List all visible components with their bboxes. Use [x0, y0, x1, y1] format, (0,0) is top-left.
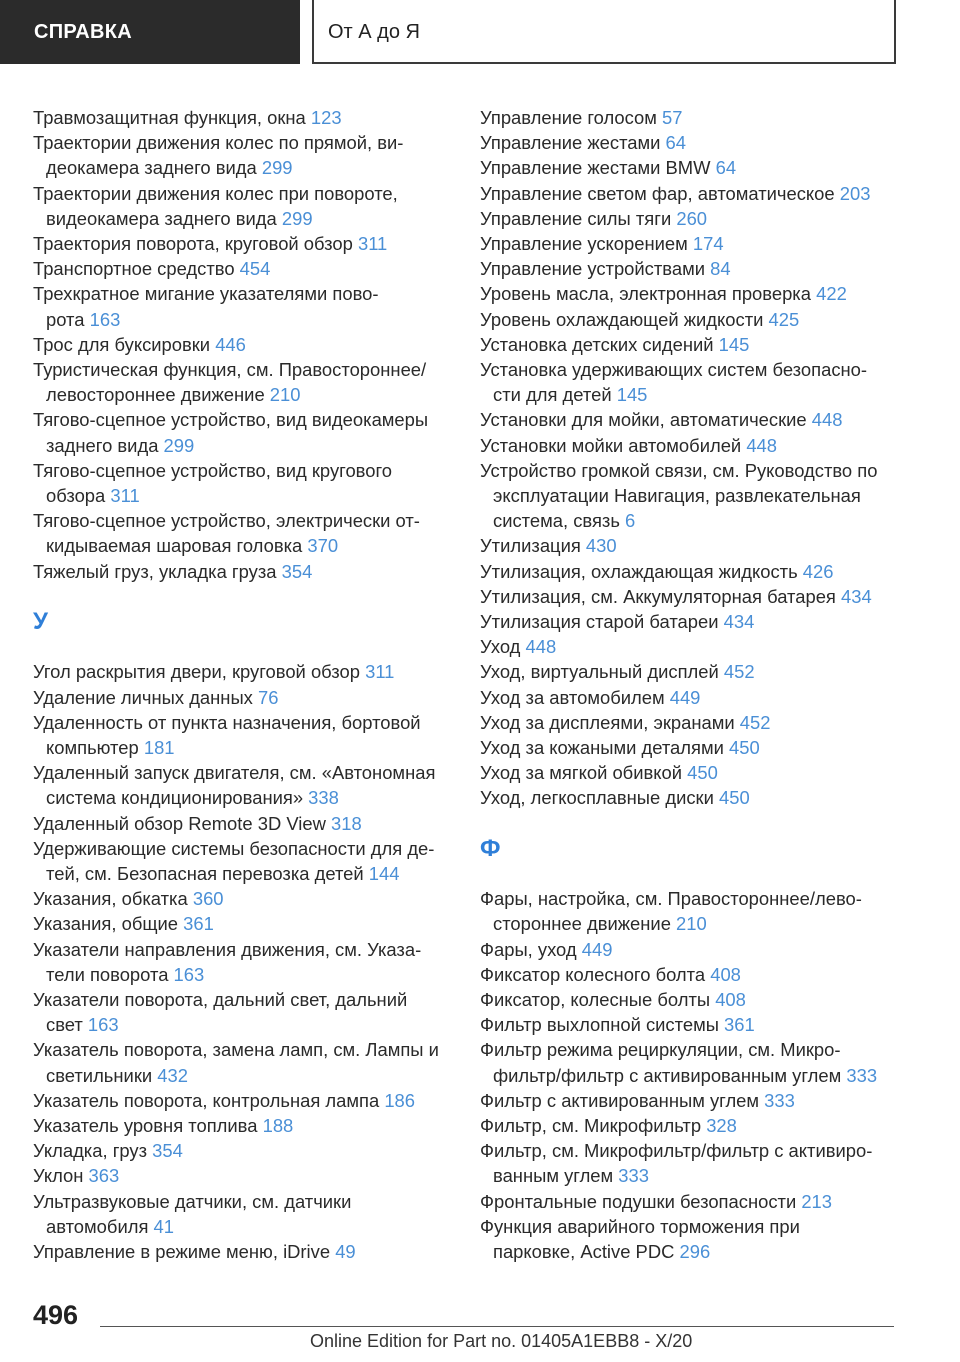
- page-link[interactable]: 174: [692, 233, 724, 255]
- page-link[interactable]: 360: [192, 888, 224, 910]
- index-entry-text: Траектория поворота, круговой обзор: [33, 233, 358, 255]
- page-link[interactable]: 210: [269, 384, 301, 406]
- index-entry-text: Трехкратное мигание указателями пово-: [33, 283, 379, 305]
- page-link[interactable]: 76: [258, 686, 279, 708]
- index-entry: [480, 584, 930, 609]
- index-entry: [480, 710, 930, 735]
- index-entry-text: Удаленный обзор Remote 3D View: [33, 812, 331, 834]
- index-entry-text: стороннее движение: [493, 913, 677, 935]
- index-entry-text: Установка удерживающих систем безопасно-: [480, 359, 868, 381]
- footer-edition: Online Edition for Part no. 01405A1EBB8 - X/20: [310, 1331, 693, 1351]
- index-entry-text: Фильтр, см. Микрофильтр: [480, 1115, 707, 1137]
- index-entry: [480, 962, 930, 987]
- page-link[interactable]: 318: [331, 812, 362, 834]
- index-entry: [33, 181, 478, 231]
- index-entry: [480, 937, 930, 962]
- page-link[interactable]: 299: [261, 157, 293, 179]
- index-entry-text: Фильтр с активированным углем: [480, 1089, 765, 1111]
- index-entry-text: компьютер: [46, 737, 144, 759]
- index-entry-text: Указания, общие: [33, 913, 184, 935]
- page-link[interactable]: 422: [816, 283, 847, 305]
- page-link[interactable]: 49: [335, 1241, 356, 1263]
- index-entry: [33, 105, 478, 130]
- index-entry-text: Фильтр, см. Микрофильтр/фильтр с активиро-: [480, 1140, 873, 1162]
- page-link[interactable]: 64: [665, 132, 687, 154]
- index-entry-text: система, связь: [493, 510, 626, 532]
- footer-divider: [100, 1326, 894, 1327]
- page-link[interactable]: 299: [281, 207, 313, 229]
- index-entry-text: Указатель поворота, контрольная лампа: [33, 1089, 385, 1111]
- index-entry-text: Тягово-сцепное устройство, вид видеокамеры: [33, 409, 429, 431]
- index-entry-text: Уход за автомобилем: [480, 686, 670, 708]
- index-entry-text: обзора: [46, 485, 111, 507]
- page-link[interactable]: 363: [88, 1165, 120, 1187]
- index-entry: [33, 1037, 478, 1087]
- index-entry-text: Транспортное средство: [33, 258, 240, 280]
- index-entry-text: Фронтальные подушки безопасности: [480, 1190, 802, 1212]
- index-entry-text: рота: [46, 308, 90, 330]
- index-entry-text: Фары, уход: [480, 938, 582, 960]
- index-entry: [33, 357, 478, 407]
- index-entry: [33, 256, 478, 281]
- index-entry: [33, 685, 478, 710]
- index-entry-text: Траектории движения колес по прямой, ви-: [33, 132, 404, 154]
- index-entry: [480, 1214, 930, 1264]
- page-link[interactable]: 354: [152, 1140, 183, 1162]
- index-entry: [33, 231, 478, 256]
- page-link[interactable]: 163: [89, 308, 121, 330]
- index-entry-text: Уход, виртуальный дисплей: [480, 661, 724, 683]
- index-entry-text: Травмозащитная функция, окна: [33, 107, 311, 128]
- index-entry-text: Тяжелый груз, укладка груза: [33, 560, 282, 582]
- index-entry: [480, 231, 930, 256]
- index-entry-text: тей, см. Безопасная перевозка детей: [46, 863, 369, 885]
- index-entry: [33, 760, 478, 810]
- index-entry: [33, 1163, 478, 1188]
- index-entry-text: Удаление личных данных: [33, 686, 258, 708]
- index-entry-text: Уход за мягкой обивкой: [480, 762, 688, 784]
- index-entry: [480, 1012, 930, 1037]
- page-link[interactable]: 84: [710, 258, 731, 280]
- index-entry: [33, 559, 478, 584]
- index-entry: [480, 533, 930, 558]
- index-entry: [480, 1037, 930, 1087]
- index-entry-text: система кондиционирования»: [46, 787, 309, 809]
- index-entry-text: Фары, настройка, см. Правостороннее/лево-: [480, 888, 862, 910]
- page-link[interactable]: 145: [616, 384, 648, 406]
- index-entry-text: тели поворота: [46, 963, 174, 985]
- index-entry-text: Управление силы тяги: [480, 207, 677, 229]
- page-link[interactable]: 333: [846, 1064, 878, 1086]
- page-link[interactable]: 186: [384, 1089, 415, 1111]
- index-entry-text: свет: [46, 1014, 88, 1036]
- page-header: [0, 0, 960, 64]
- page-link[interactable]: 57: [662, 107, 683, 128]
- index-entry-text: Уход, легкосплавные диски: [480, 787, 719, 809]
- page-link[interactable]: 454: [239, 258, 271, 280]
- page-link[interactable]: 354: [281, 560, 313, 582]
- page-link[interactable]: 434: [841, 585, 872, 607]
- index-entry: [33, 407, 478, 457]
- index-entry-text: Тягово-сцепное устройство, электрически от-: [33, 510, 420, 532]
- page-link[interactable]: 432: [157, 1064, 188, 1086]
- page-link[interactable]: 450: [729, 737, 760, 759]
- index-entry-text: Удаленный запуск двигателя, см. «Автономная: [33, 762, 436, 784]
- index-entry-text: деокамера заднего вида: [46, 157, 262, 179]
- page-link[interactable]: 448: [525, 636, 557, 658]
- index-entry: [480, 206, 930, 231]
- index-entry: [33, 1138, 478, 1163]
- index-entry: [33, 987, 478, 1037]
- index-entry: [480, 1138, 930, 1188]
- index-entry: [480, 407, 930, 432]
- index-entry: [33, 508, 478, 558]
- index-entry-text: Установки мойки автомобилей: [480, 434, 747, 456]
- index-entry-text: Трос для буксировки: [33, 333, 216, 355]
- page-link[interactable]: 449: [581, 938, 613, 960]
- page-link[interactable]: 123: [310, 107, 342, 128]
- page-link[interactable]: 6: [625, 510, 636, 532]
- index-entry-text: Фиксатор колесного болта: [480, 963, 711, 985]
- index-entry-text: Фиксатор, колесные болты: [480, 989, 716, 1011]
- index-entry-text: Указания, обкатка: [33, 888, 193, 910]
- index-entry-text: видеокамера заднего вида: [46, 207, 282, 229]
- page-link[interactable]: 426: [802, 560, 834, 582]
- index-entry: [480, 256, 930, 281]
- page-link[interactable]: 311: [110, 485, 140, 507]
- index-entry-text: Управление ускорением: [480, 233, 693, 255]
- page-link[interactable]: 449: [669, 686, 701, 708]
- page-link[interactable]: 203: [839, 182, 871, 204]
- index-entry: [480, 1088, 930, 1113]
- index-entry-text: Фильтр режима рециркуляции, см. Микро-: [480, 1039, 841, 1061]
- index-entry-text: Уход: [480, 636, 526, 658]
- index-entry: [33, 1189, 478, 1239]
- index-entry-text: Угол раскрытия двери, круговой обзор: [33, 661, 366, 683]
- index-entry-text: Уход за дисплеями, экранами: [480, 711, 740, 733]
- index-entry-text: Управление голосом: [480, 107, 663, 128]
- page-link[interactable]: 430: [585, 535, 617, 557]
- index-entry: [480, 886, 930, 936]
- index-entry: [480, 735, 930, 760]
- index-entry: [33, 937, 478, 987]
- index-entry-text: Управление жестами: [480, 132, 666, 154]
- index-entry-text: Утилизация: [480, 535, 586, 557]
- index-entry-text: Указатель уровня топлива: [33, 1115, 263, 1137]
- index-entry: [33, 1113, 478, 1138]
- index-entry-text: фильтр/фильтр с активированным углем: [493, 1064, 847, 1086]
- index-entry-text: Управление жестами BMW: [480, 157, 716, 179]
- page-number: 496: [33, 1300, 79, 1330]
- page-link[interactable]: 425: [768, 308, 800, 330]
- index-entry-text: кидываемая шаровая головка: [46, 535, 308, 557]
- page-link[interactable]: 450: [719, 787, 750, 809]
- index-entry: [480, 281, 930, 306]
- index-entry-text: Удаленность от пункта назначения, бортовой: [33, 711, 421, 733]
- index-entry: [33, 281, 478, 331]
- index-entry: [480, 760, 930, 785]
- page-link[interactable]: 446: [215, 333, 246, 355]
- index-entry: [480, 433, 930, 458]
- index-entry-text: Управление в режиме меню, iDrive: [33, 1241, 336, 1263]
- index-entry: [33, 130, 478, 180]
- index-entry-text: автомобиля: [46, 1215, 154, 1237]
- page-link[interactable]: 450: [687, 762, 718, 784]
- page-link[interactable]: 296: [679, 1241, 711, 1263]
- page-link[interactable]: 311: [357, 233, 388, 255]
- page-link[interactable]: 311: [365, 661, 395, 683]
- index-entry: [33, 332, 478, 357]
- page-link[interactable]: 213: [801, 1190, 833, 1212]
- index-entry: [33, 811, 478, 836]
- index-entry: [480, 332, 930, 357]
- page-link[interactable]: 299: [163, 434, 195, 456]
- chapter-title: От А до Я: [312, 0, 896, 64]
- index-entry: [480, 609, 930, 634]
- page-link[interactable]: 408: [715, 989, 746, 1011]
- index-entry: [33, 659, 478, 684]
- page-link[interactable]: 181: [143, 737, 175, 759]
- index-entry-text: Уровень масла, электронная проверка: [480, 283, 817, 305]
- page-link[interactable]: 144: [368, 863, 400, 885]
- page-link[interactable]: 448: [811, 409, 843, 431]
- index-entry-text: Утилизация, см. Аккумуляторная батарея: [480, 585, 841, 607]
- page-link[interactable]: 333: [618, 1165, 649, 1187]
- index-entry: [480, 357, 930, 407]
- page-link[interactable]: 260: [676, 207, 708, 229]
- index-entry-text: Функция аварийного торможения при: [480, 1215, 800, 1237]
- page-link[interactable]: 338: [308, 787, 339, 809]
- page-link[interactable]: 408: [710, 963, 741, 985]
- index-entry-text: Управление светом фар, автоматическое: [480, 182, 840, 204]
- index-entry-text: Утилизация, охлаждающая жидкость: [480, 560, 803, 582]
- index-entry: [480, 458, 930, 534]
- index-entry-text: Уклон: [33, 1165, 89, 1187]
- index-entry: [480, 1113, 930, 1138]
- index-entry: [33, 710, 478, 760]
- index-entry-text: Фильтр выхлопной системы: [480, 1014, 725, 1036]
- index-entry: [480, 659, 930, 684]
- index-entry-text: Укладка, груз: [33, 1140, 153, 1162]
- page-link[interactable]: 370: [307, 535, 339, 557]
- index-entry-text: Установка детских сидений: [480, 333, 719, 355]
- index-entry-text: Туристическая функция, см. Правостороннее/: [33, 359, 427, 381]
- index-entry: [480, 559, 930, 584]
- page-link[interactable]: 361: [724, 1014, 755, 1036]
- index-entry-text: Установки для мойки, автоматические: [480, 409, 812, 431]
- index-entry-text: Траектории движения колес при повороте,: [33, 182, 398, 204]
- index-entry-text: Указатель поворота, замена ламп, см. Лампы и: [33, 1039, 439, 1061]
- index-entry: [480, 130, 930, 155]
- page-link[interactable]: 448: [746, 434, 777, 456]
- index-entry-text: сти для детей: [493, 384, 617, 406]
- page-link[interactable]: 188: [262, 1115, 294, 1137]
- index-entry: [480, 685, 930, 710]
- index-column-left: [33, 105, 478, 1264]
- index-entry: [33, 911, 478, 936]
- index-entry-text: парковке, Active PDC: [493, 1241, 680, 1263]
- page-link[interactable]: 41: [153, 1215, 174, 1237]
- index-entry: [480, 1189, 930, 1214]
- index-entry-text: Уровень охлаждающей жидкости: [480, 308, 769, 330]
- page-link[interactable]: 333: [764, 1089, 795, 1111]
- page-link[interactable]: 64: [715, 157, 737, 179]
- index-entry-text: Тягово-сцепное устройство, вид кругового: [33, 459, 393, 481]
- index-section-letter: У: [33, 608, 48, 636]
- section-tab[interactable]: СПРАВКА: [0, 0, 300, 64]
- index-entry-text: светильники: [46, 1064, 158, 1086]
- index-entry-text: ванным углем: [493, 1165, 619, 1187]
- index-entry: [33, 458, 478, 508]
- index-entry-text: Устройство громкой связи, см. Руководство по: [480, 459, 878, 481]
- index-entry: [33, 836, 478, 886]
- index-entry-text: Указатели поворота, дальний свет, дальний: [33, 989, 408, 1011]
- index-entry: [480, 307, 930, 332]
- index-entry-text: Уход за кожаными деталями: [480, 737, 729, 759]
- page-link[interactable]: 434: [723, 611, 755, 633]
- page-link[interactable]: 210: [676, 913, 707, 935]
- index-entry: [33, 1088, 478, 1113]
- index-entry-text: Утилизация старой батареи: [480, 611, 724, 633]
- index-entry-text: Управление устройствами: [480, 258, 711, 280]
- index-entry-text: Указатели направления движения, см. Указа-: [33, 938, 422, 960]
- index-entry: [33, 886, 478, 911]
- index-entry-text: Ультразвуковые датчики, см. датчики: [33, 1190, 352, 1212]
- page-link[interactable]: 163: [87, 1014, 119, 1036]
- index-entry-text: эксплуатации Навигация, развлекательная: [493, 485, 861, 507]
- page-link[interactable]: 163: [173, 963, 205, 985]
- index-entry: [33, 1239, 478, 1264]
- page-link[interactable]: 328: [706, 1115, 737, 1137]
- page-link[interactable]: 361: [183, 913, 214, 935]
- page-link[interactable]: 452: [723, 661, 755, 683]
- index-entry: [480, 785, 930, 810]
- index-entry: [480, 181, 930, 206]
- index-entry: [480, 105, 930, 130]
- page-link[interactable]: 452: [739, 711, 771, 733]
- index-entry-text: Удерживающие системы безопасности для де-: [33, 837, 435, 859]
- index-entry: [480, 155, 930, 180]
- page-link[interactable]: 145: [718, 333, 750, 355]
- index-entry: [480, 987, 930, 1012]
- index-column-right: [480, 105, 930, 1264]
- index-entry: [480, 634, 930, 659]
- index-entry-text: левостороннее движение: [46, 384, 270, 406]
- index-entry-text: заднего вида: [46, 434, 164, 456]
- index-section-letter: Ф: [480, 834, 501, 862]
